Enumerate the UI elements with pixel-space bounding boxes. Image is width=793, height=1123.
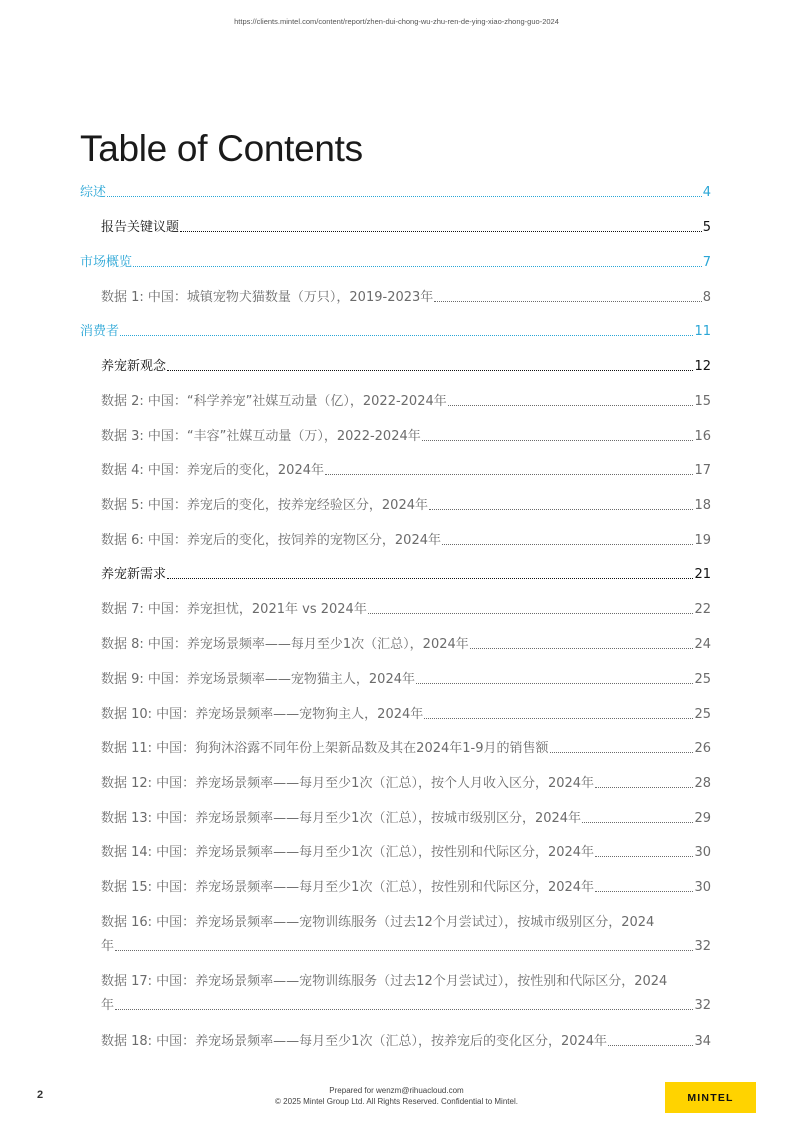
- leader-dots: [550, 752, 694, 753]
- toc-entry-subsection[interactable]: [101, 358, 711, 376]
- toc-entry-label: 数据 3: 中国：“丰容”社媒互动量（万），2022-2024年: [101, 429, 421, 444]
- leader-dots: [448, 405, 694, 406]
- toc-entry-label: 消费者: [80, 324, 120, 339]
- toc-entry-figure[interactable]: [101, 289, 711, 307]
- toc-entry-label: 数据 14: 中国：养宠场景频率——每月至少1次（汇总），按性别和代际区分，2024年: [101, 845, 595, 860]
- leader-dots: [368, 613, 694, 614]
- toc-entry-label: 数据 17: 中国：养宠场景频率——宠物训练服务（过去12个月尝试过），按性别和代际区分，2024: [101, 974, 668, 989]
- toc-entry-label: 数据 13: 中国：养宠场景频率——每月至少1次（汇总），按城市级别区分，2024年: [101, 811, 582, 826]
- prepared-for-text: Prepared for wenzm@rihuacloud.com: [329, 1086, 464, 1095]
- toc-page-number: 4: [702, 185, 711, 200]
- toc-entry-section[interactable]: [80, 323, 711, 341]
- toc-page-number: 29: [694, 811, 711, 826]
- leader-dots: [595, 891, 693, 892]
- toc-page-number: 30: [694, 880, 711, 895]
- leader-dots: [416, 683, 693, 684]
- toc-entry-label: 数据 1: 中国：城镇宠物犬猫数量（万只），2019-2023年: [101, 290, 434, 305]
- toc-page-number: 17: [694, 463, 711, 478]
- leader-dots: [107, 196, 702, 197]
- toc-entry-figure[interactable]: [101, 844, 711, 862]
- toc-entry-label: 数据 6: 中国：养宠后的变化，按饲养的宠物区分，2024年: [101, 533, 441, 548]
- toc-entry-figure[interactable]: [101, 740, 711, 758]
- toc-entry-label: 养宠新需求: [101, 567, 167, 582]
- toc-entry-label: 数据 4: 中国：养宠后的变化，2024年: [101, 463, 324, 478]
- leader-dots: [470, 648, 694, 649]
- leader-dots: [167, 578, 693, 579]
- toc-entry-figure[interactable]: [101, 428, 711, 446]
- leader-dots: [133, 266, 702, 267]
- toc-page-number: 16: [694, 429, 711, 444]
- toc-entry-figure[interactable]: [101, 462, 711, 480]
- toc-entry-figure[interactable]: [101, 497, 711, 515]
- toc-entry-figure[interactable]: [101, 914, 711, 956]
- leader-dots: [424, 718, 693, 719]
- toc-entry-figure[interactable]: [101, 810, 711, 828]
- toc-page-number: 18: [694, 498, 711, 513]
- footer-page-number: 2: [37, 1089, 44, 1101]
- toc-page-number: 30: [694, 845, 711, 860]
- toc-page-number: 22: [694, 602, 711, 617]
- leader-dots: [608, 1045, 693, 1046]
- toc-page-number: 32: [694, 939, 711, 954]
- toc-entry-label: 数据 18: 中国：养宠场景频率——每月至少1次（汇总），按养宠后的变化区分，2024年: [101, 1034, 608, 1049]
- toc-entry-figure[interactable]: [101, 1033, 711, 1051]
- toc-page-number: 26: [694, 741, 711, 756]
- mintel-logo: MINTEL: [665, 1082, 756, 1113]
- toc-entry-label: 数据 2: 中国：“科学养宠”社媒互动量（亿），2022-2024年: [101, 394, 447, 409]
- toc-entry-figure[interactable]: [101, 393, 711, 411]
- toc-page-number: 34: [694, 1034, 711, 1049]
- toc-entry-label: 数据 16: 中国：养宠场景频率——宠物训练服务（过去12个月尝试过），按城市级别区分，2024: [101, 915, 655, 930]
- toc-entry-subsection[interactable]: [101, 219, 711, 237]
- toc-entry-label: 养宠新观念: [101, 359, 167, 374]
- toc-entry-figure[interactable]: [101, 973, 711, 1015]
- leader-dots: [115, 950, 693, 951]
- leader-dots: [442, 544, 693, 545]
- toc-entry-label: 综述: [80, 185, 107, 200]
- header-url: https://clients.mintel.com/content/report/zhen-dui-chong-wu-zhu-ren-de-ying-xiao-zhong-guo-2024: [234, 17, 559, 26]
- toc-page-number: 25: [694, 672, 711, 687]
- toc-entry-figure[interactable]: [101, 671, 711, 689]
- toc-entry-label-continued: 年: [101, 998, 115, 1013]
- toc-entry-figure[interactable]: [101, 532, 711, 550]
- leader-dots: [582, 822, 693, 823]
- leader-dots: [180, 231, 702, 232]
- toc-page-number: 5: [702, 220, 711, 235]
- toc-entry-section[interactable]: [80, 254, 711, 272]
- copyright-text: © 2025 Mintel Group Ltd. All Rights Reserved. Confidential to Mintel.: [275, 1097, 518, 1106]
- toc-page-number: 8: [702, 290, 711, 305]
- toc-page-number: 12: [694, 359, 711, 374]
- toc-entry-label: 数据 15: 中国：养宠场景频率——每月至少1次（汇总），按性别和代际区分，2024年: [101, 880, 595, 895]
- toc-page-number: 7: [702, 255, 711, 270]
- toc-entry-label: 市场概览: [80, 255, 133, 270]
- toc-entry-label: 报告关键议题: [101, 220, 180, 235]
- toc-entry-subsection[interactable]: [101, 566, 711, 584]
- toc-entry-label: 数据 11: 中国：狗狗沐浴露不同年份上架新品数及其在2024年1-9月的销售额: [101, 741, 549, 756]
- toc-entry-label: 数据 12: 中国：养宠场景频率——每月至少1次（汇总），按个人月收入区分，2024年: [101, 776, 595, 791]
- leader-dots: [434, 301, 701, 302]
- toc-page-number: 24: [694, 637, 711, 652]
- toc-entry-figure[interactable]: [101, 601, 711, 619]
- toc-page-number: 11: [694, 324, 711, 339]
- toc-entry-figure[interactable]: [101, 636, 711, 654]
- toc-page-number: 25: [694, 707, 711, 722]
- toc-page-number: 32: [694, 998, 711, 1013]
- leader-dots: [429, 509, 693, 510]
- toc-page-number: 28: [694, 776, 711, 791]
- toc-entry-label-continued: 年: [101, 939, 115, 954]
- toc-entry-label: 数据 8: 中国：养宠场景频率——每月至少1次（汇总），2024年: [101, 637, 469, 652]
- leader-dots: [422, 440, 694, 441]
- leader-dots: [595, 856, 693, 857]
- toc-entry-figure[interactable]: [101, 706, 711, 724]
- toc-page-number: 21: [694, 567, 711, 582]
- toc-entry-label: 数据 10: 中国：养宠场景频率——宠物狗主人，2024年: [101, 707, 424, 722]
- leader-dots: [167, 370, 693, 371]
- toc-entry-label: 数据 5: 中国：养宠后的变化，按养宠经验区分，2024年: [101, 498, 428, 513]
- toc-page-number: 15: [694, 394, 711, 409]
- leader-dots: [595, 787, 693, 788]
- toc-entry-label: 数据 7: 中国：养宠担忧，2021年 vs 2024年: [101, 602, 367, 617]
- toc-entry-section[interactable]: [80, 184, 711, 202]
- toc-entry-label: 数据 9: 中国：养宠场景频率——宠物猫主人，2024年: [101, 672, 415, 687]
- leader-dots: [120, 335, 693, 336]
- toc-entry-figure[interactable]: [101, 879, 711, 897]
- leader-dots: [325, 474, 693, 475]
- toc-page-number: 19: [694, 533, 711, 548]
- toc-entry-figure[interactable]: [101, 775, 711, 793]
- page-title: Table of Contents: [80, 128, 363, 169]
- leader-dots: [115, 1009, 693, 1010]
